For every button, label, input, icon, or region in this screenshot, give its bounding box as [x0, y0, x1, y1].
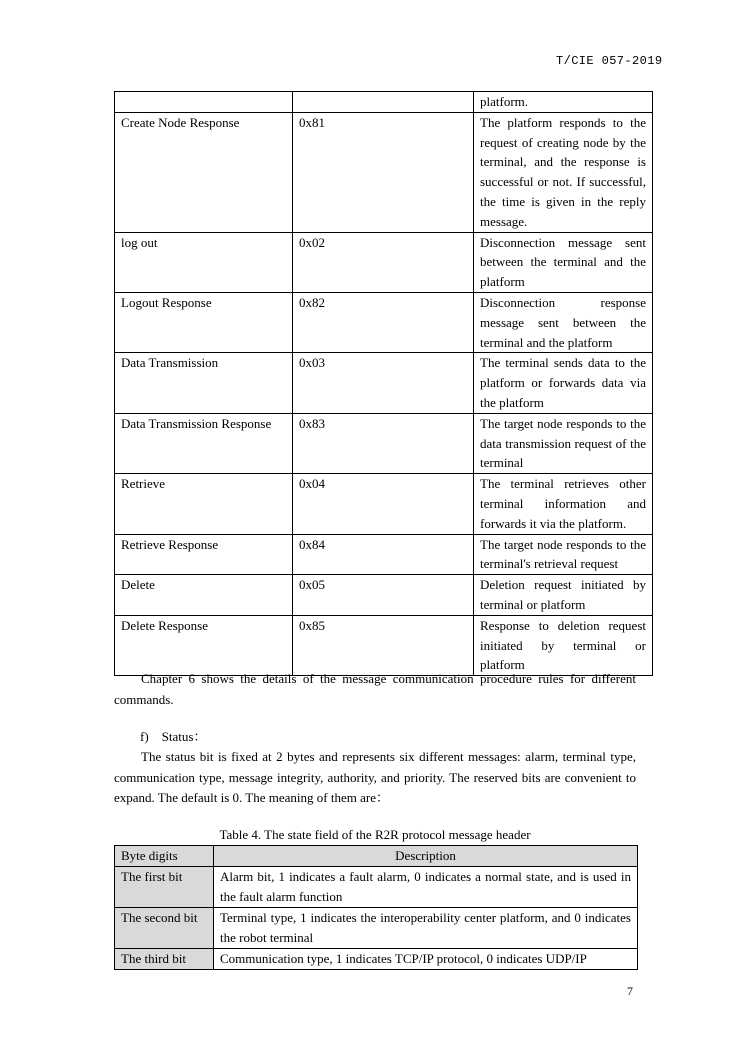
table-row	[115, 353, 653, 413]
byte-description-cell: Alarm bit, 1 indicates a fault alarm, 0 indicates a normal state, and is used in the fault alarm function	[214, 867, 638, 908]
command-table	[114, 91, 653, 676]
byte-description-cell: Terminal type, 1 indicates the interoperability center platform, and 0 indicates the robot terminal	[214, 908, 638, 949]
command-description-cell: The terminal sends data to the platform or forwards data via the platform	[474, 353, 653, 413]
command-name-cell: Delete	[115, 575, 293, 616]
byte-description-cell: Communication type, 1 indicates TCP/IP protocol, 0 indicates UDP/IP	[214, 949, 638, 970]
document-code: T/CIE 057-2019	[556, 54, 663, 68]
command-code-cell: 0x82	[293, 292, 474, 352]
command-description-cell: The target node responds to the data transmission request of the terminal	[474, 413, 653, 473]
table-row	[115, 867, 638, 908]
state-field-table	[114, 845, 638, 970]
command-description-cell: Response to deletion request initiated by terminal or platform	[474, 615, 653, 675]
command-description-cell: Deletion request initiated by terminal or platform	[474, 575, 653, 616]
table-row	[115, 949, 638, 970]
header-description: Description	[214, 846, 638, 867]
command-description-cell: Disconnection message sent between the terminal and the platform	[474, 232, 653, 292]
status-heading: f) Status：	[140, 729, 207, 744]
command-code-cell: 0x81	[293, 112, 474, 232]
table-row	[115, 92, 653, 113]
command-code-cell: 0x83	[293, 413, 474, 473]
command-name-cell	[115, 92, 293, 113]
command-name-cell: Retrieve	[115, 474, 293, 534]
command-code-cell	[293, 92, 474, 113]
command-description-cell: The platform responds to the request of creating node by the terminal, and the response is successful or not. If successful, the time is given in the reply message.	[474, 112, 653, 232]
table-row	[115, 474, 653, 534]
command-description-cell: Disconnection response message sent between the terminal and the platform	[474, 292, 653, 352]
table-row	[115, 413, 653, 473]
page-number: 7	[627, 984, 633, 998]
command-code-cell: 0x04	[293, 474, 474, 534]
command-name-cell: Delete Response	[115, 615, 293, 675]
command-code-cell: 0x03	[293, 353, 474, 413]
table-row	[115, 292, 653, 352]
command-description-cell: The terminal retrieves other terminal information and forwards it via the platform.	[474, 474, 653, 534]
table-caption: Table 4. The state field of the R2R protocol message header	[219, 827, 531, 842]
status-paragraph: The status bit is fixed at 2 bytes and represents six different messages: alarm, terminal type, communication type, message integrity, authority, and priority. The reserved bits are convenient to expand. The default is 0. The meaning of them are：	[114, 749, 636, 805]
byte-digit-cell: The third bit	[115, 949, 214, 970]
table-row	[115, 112, 653, 232]
table-row	[115, 908, 638, 949]
header-byte-digits: Byte digits	[115, 846, 214, 867]
table-row	[115, 575, 653, 616]
command-code-cell: 0x84	[293, 534, 474, 575]
table-header-row	[115, 846, 638, 867]
chapter-note-paragraph: Chapter 6 shows the details of the message communication procedure rules for different commands.	[114, 671, 636, 707]
command-name-cell: Create Node Response	[115, 112, 293, 232]
command-name-cell: Logout Response	[115, 292, 293, 352]
table-row	[115, 534, 653, 575]
command-code-cell: 0x85	[293, 615, 474, 675]
command-name-cell: Retrieve Response	[115, 534, 293, 575]
table-row	[115, 615, 653, 675]
command-name-cell: log out	[115, 232, 293, 292]
byte-digit-cell: The first bit	[115, 867, 214, 908]
command-description-cell: platform.	[474, 92, 653, 113]
command-name-cell: Data Transmission Response	[115, 413, 293, 473]
byte-digit-cell: The second bit	[115, 908, 214, 949]
command-code-cell: 0x05	[293, 575, 474, 616]
command-name-cell: Data Transmission	[115, 353, 293, 413]
table-row	[115, 232, 653, 292]
command-code-cell: 0x02	[293, 232, 474, 292]
command-description-cell: The target node responds to the terminal's retrieval request	[474, 534, 653, 575]
